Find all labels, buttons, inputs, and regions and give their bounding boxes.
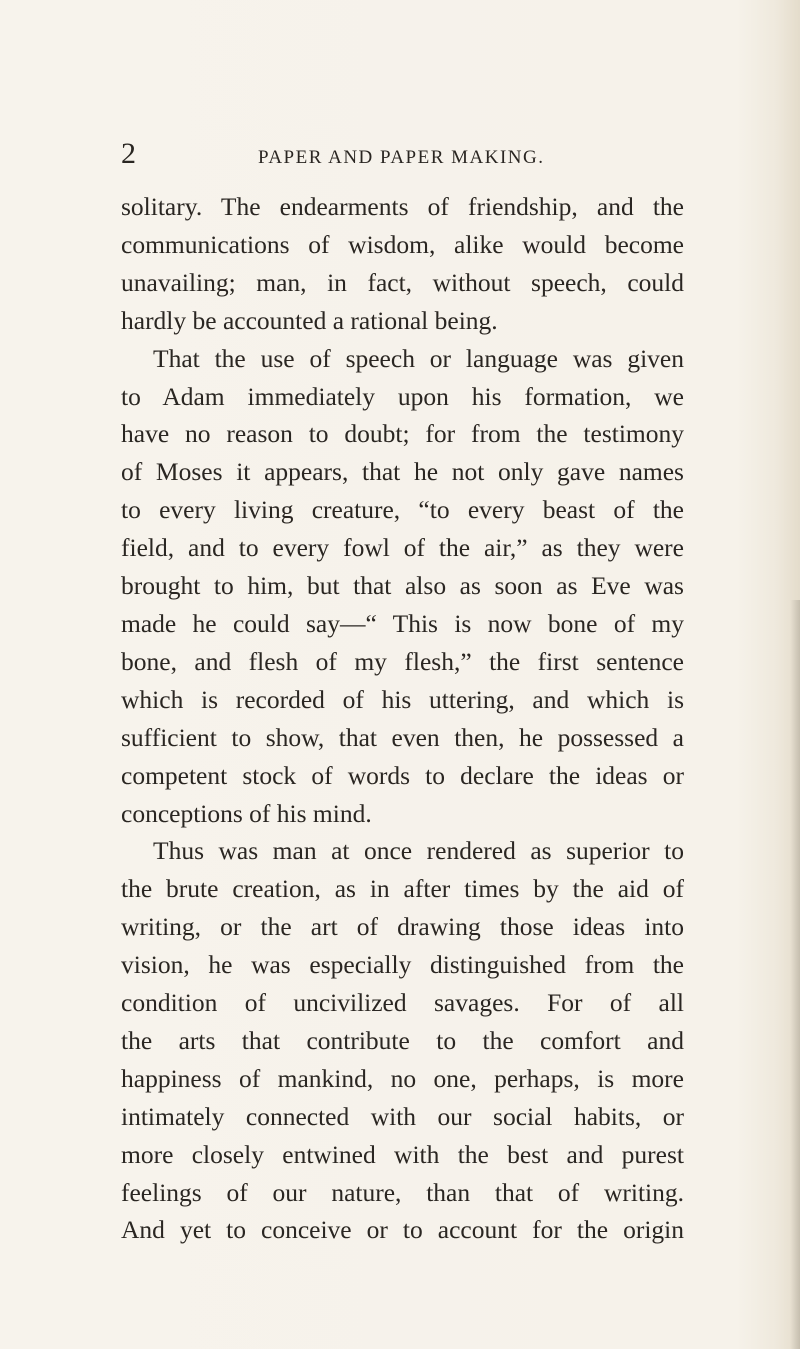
text-line: That the use of speech or language was given xyxy=(153,343,684,373)
text-line: of Moses it appears, that he not only gave names xyxy=(121,457,684,487)
page-edge-shadow xyxy=(790,600,800,1349)
text-line: writing, or the art of drawing those ideas into xyxy=(121,912,684,942)
text-line: Thus was man at once rendered as superior to xyxy=(153,836,684,866)
text-line: competent stock of words to declare the ideas or xyxy=(121,760,684,790)
text-line: the brute creation, as in after times by the aid of xyxy=(121,874,684,904)
text-line: condition of uncivilized savages. For of all xyxy=(121,988,684,1018)
text-line: sufficient to show, that even then, he possessed a xyxy=(121,722,684,752)
text-line: to every living creature, “to every beast of the xyxy=(121,495,684,525)
text-line: solitary. The endearments of friendship, and the xyxy=(121,192,684,221)
text-line: bone, and flesh of my flesh,” the first sentence xyxy=(121,646,684,676)
text-line: made he could say—“ This is now bone of my xyxy=(121,608,684,638)
page-header xyxy=(121,137,681,173)
text-line: unavailing; man, in fact, without speech, could xyxy=(121,267,684,297)
body-text xyxy=(121,188,684,1249)
text-line: which is recorded of his uttering, and which is xyxy=(121,684,684,714)
text-line: field, and to every fowl of the air,” as they were xyxy=(121,533,684,563)
text-line: feelings of our nature, than that of writing. xyxy=(121,1177,684,1207)
text-line: to Adam immediately upon his formation, we xyxy=(121,381,684,411)
running-title: PAPER AND PAPER MAKING. xyxy=(258,147,545,168)
page-number: 2 xyxy=(121,137,136,170)
text-line: brought to him, but that also as soon as Eve was xyxy=(121,571,684,601)
text-line: hardly be accounted a rational being. xyxy=(121,305,498,335)
text-line: vision, he was especially distinguished from the xyxy=(121,950,684,980)
text-line: happiness of mankind, no one, perhaps, is more xyxy=(121,1063,684,1093)
text-line: communications of wisdom, alike would become xyxy=(121,229,684,259)
text-line: more closely entwined with the best and purest xyxy=(121,1139,684,1169)
text-line: And yet to conceive or to account for the origin xyxy=(121,1215,684,1245)
text-line: conceptions of his mind. xyxy=(121,798,372,828)
text-line: intimately connected with our social habits, or xyxy=(121,1101,684,1131)
text-line: the arts that contribute to the comfort and xyxy=(121,1025,684,1055)
text-line: have no reason to doubt; for from the testimony xyxy=(121,419,684,449)
